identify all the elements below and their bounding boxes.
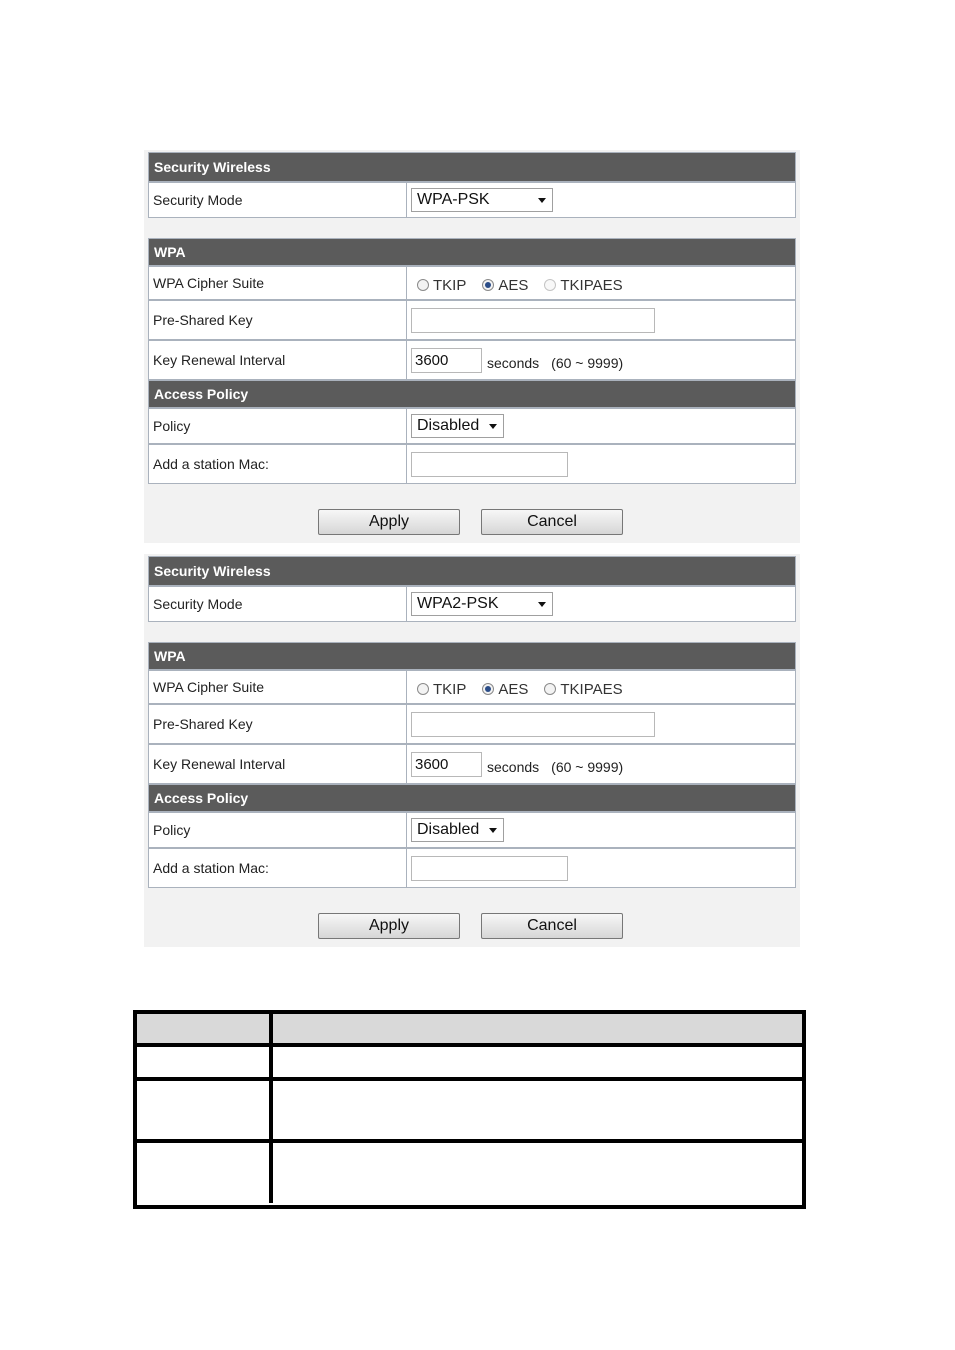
key-renewal-unit: seconds (487, 759, 540, 775)
cipher-option-label: TKIP (433, 276, 467, 294)
section-header-security-wireless: Security Wireless (148, 556, 796, 586)
cancel-button[interactable]: Cancel (481, 509, 623, 535)
cipher-option-label: AES (498, 276, 529, 294)
cipher-suite-label: WPA Cipher Suite (148, 670, 407, 704)
table-cell (273, 1143, 802, 1203)
key-renewal-label: Key Renewal Interval (148, 744, 407, 784)
section-header-access-policy: Access Policy (148, 380, 796, 408)
spacer (148, 218, 796, 238)
security-mode-select[interactable] (411, 188, 553, 212)
cipher-suite-label: WPA Cipher Suite (148, 266, 407, 300)
station-mac-input[interactable] (411, 856, 568, 881)
cipher-option-tkip[interactable] (411, 681, 466, 698)
cipher-option-aes[interactable] (476, 681, 528, 698)
security-wireless-panel-wpa-psk (144, 150, 800, 543)
cipher-option-label: TKIP (433, 680, 467, 698)
apply-button[interactable]: Apply (318, 509, 460, 535)
pre-shared-key-input[interactable] (411, 308, 655, 333)
chevron-down-icon (489, 828, 497, 833)
table-cell (137, 1081, 273, 1139)
pre-shared-key-label: Pre-Shared Key (148, 704, 407, 744)
section-header-wpa: WPA (148, 642, 796, 670)
key-renewal-unit: seconds (487, 355, 540, 371)
pre-shared-key-label: Pre-Shared Key (148, 300, 407, 340)
policy-select[interactable] (411, 414, 504, 438)
policy-value: Disabled (417, 821, 480, 838)
station-mac-label: Add a station Mac: (148, 848, 407, 888)
security-mode-label: Security Mode (148, 586, 407, 622)
policy-select[interactable] (411, 818, 504, 842)
description-table (133, 1010, 806, 1209)
cipher-option-tkipaes[interactable] (538, 277, 622, 294)
key-renewal-range: (60 ~ 9999) (551, 759, 624, 775)
security-wireless-panel-wpa2-psk (144, 554, 800, 947)
cipher-option-label: TKIPAES (560, 680, 623, 698)
cipher-option-label: TKIPAES (560, 276, 623, 294)
policy-label: Policy (148, 812, 407, 848)
cipher-option-tkipaes[interactable] (538, 681, 622, 698)
radio-icon[interactable] (544, 279, 556, 291)
security-mode-label: Security Mode (148, 182, 407, 218)
security-mode-value: WPA2-PSK (417, 595, 499, 612)
spacer (148, 622, 796, 642)
radio-icon[interactable] (544, 683, 556, 695)
cipher-option-tkip[interactable] (411, 277, 466, 294)
policy-label: Policy (148, 408, 407, 444)
policy-value: Disabled (417, 417, 480, 434)
chevron-down-icon (489, 424, 497, 429)
pre-shared-key-input[interactable] (411, 712, 655, 737)
table-header-row (137, 1014, 802, 1047)
key-renewal-input[interactable]: 3600 (411, 348, 482, 373)
security-mode-select[interactable] (411, 592, 553, 616)
chevron-down-icon (538, 198, 546, 203)
table-header-cell (273, 1014, 802, 1043)
section-header-access-policy: Access Policy (148, 784, 796, 812)
key-renewal-label: Key Renewal Interval (148, 340, 407, 380)
section-header-wpa: WPA (148, 238, 796, 266)
security-mode-value: WPA-PSK (417, 191, 490, 208)
key-renewal-input[interactable]: 3600 (411, 752, 482, 777)
key-renewal-range: (60 ~ 9999) (551, 355, 624, 371)
apply-button[interactable]: Apply (318, 913, 460, 939)
cipher-option-aes[interactable] (476, 277, 528, 294)
cipher-suite-radio-group (411, 677, 633, 698)
cancel-button[interactable]: Cancel (481, 913, 623, 939)
table-row (137, 1081, 802, 1143)
table-row (137, 1143, 802, 1203)
cipher-suite-radio-group (411, 273, 633, 294)
table-cell (273, 1047, 802, 1077)
radio-icon[interactable] (417, 279, 429, 291)
table-cell (137, 1143, 273, 1203)
radio-checked-icon[interactable] (482, 683, 494, 695)
cipher-option-label: AES (498, 680, 529, 698)
table-row (137, 1047, 802, 1081)
station-mac-input[interactable] (411, 452, 568, 477)
radio-icon[interactable] (417, 683, 429, 695)
table-cell (137, 1047, 273, 1077)
table-cell (273, 1081, 802, 1139)
chevron-down-icon (538, 602, 546, 607)
table-header-cell (137, 1014, 273, 1043)
section-header-security-wireless: Security Wireless (148, 152, 796, 182)
radio-checked-icon[interactable] (482, 279, 494, 291)
station-mac-label: Add a station Mac: (148, 444, 407, 484)
